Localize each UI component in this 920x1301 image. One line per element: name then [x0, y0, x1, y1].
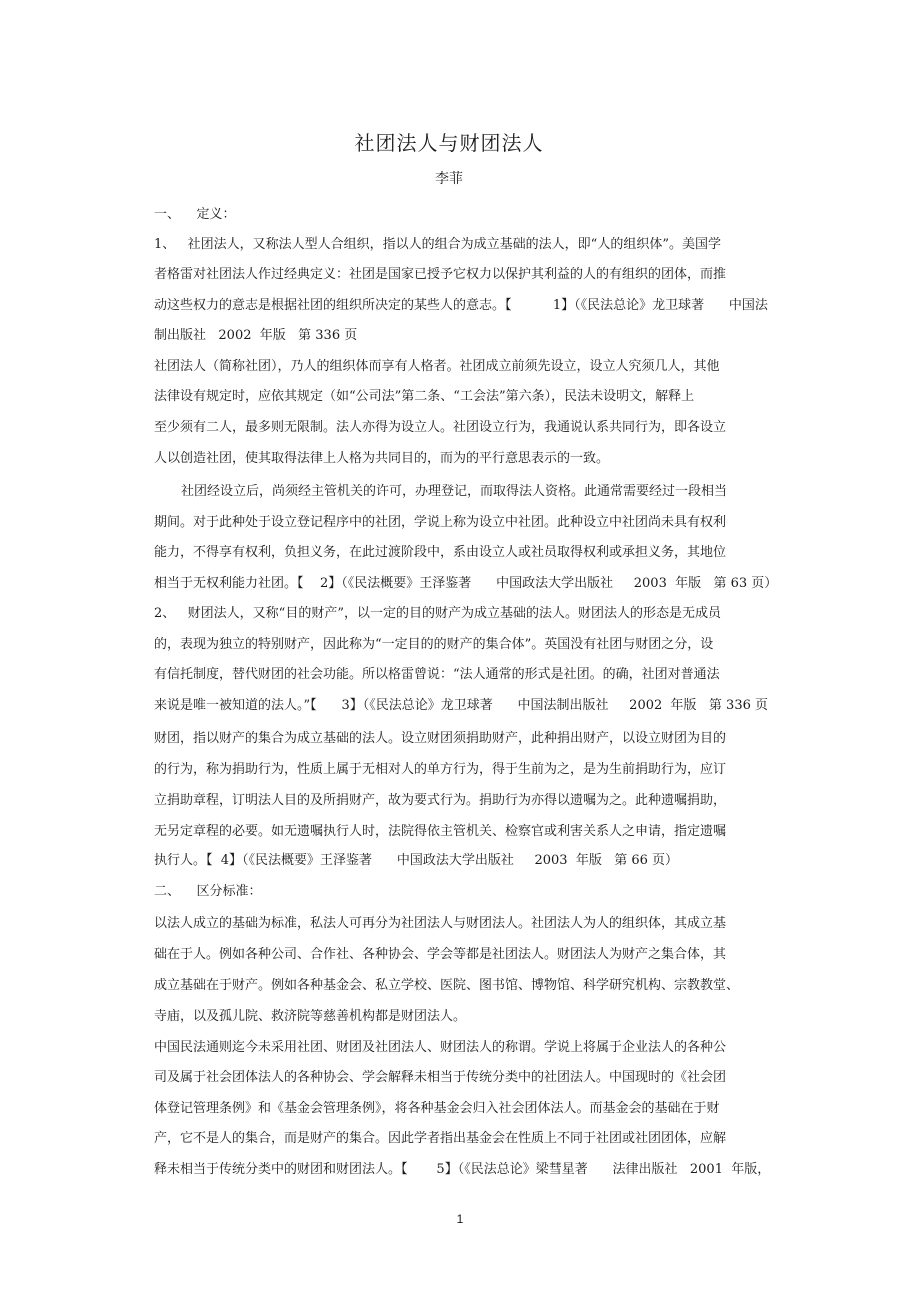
document-author: 李菲 — [435, 171, 463, 187]
text-line: 社团法人（简称社团），乃人的组织体而享有人格者。社团成立前须先设立，设立人究须几人，其他 — [154, 359, 720, 374]
text-line: 立捐助章程，订明法人目的及所捐财产，故为要式行为。捐助行为亦得以遗嘱为之。此种遗嘱捐助， — [154, 793, 727, 808]
text-line: 有信托制度，替代财团的社会功能。所以格雷曾说：“法人通常的形式是社团。的确，社团对普通法 — [154, 667, 720, 682]
text-line: 础在于人。例如各种公司、合作社、各种协会、学会等都是社团法人。财团法人为财产之集合体，其 — [154, 947, 727, 962]
section-heading: 二、 区分标准： — [154, 884, 262, 899]
text-line: 动这些权力的意志是根据社团的组织所决定的某些人的意志。【 1】（《民法总论》龙卫球著 中国法 — [154, 298, 768, 313]
text-line: 法律设有规定时，应依其规定（如“公司法”第二条、“工会法”第六条），民法未设明文，解释上 — [154, 389, 695, 404]
page-number: 1 — [456, 1212, 464, 1226]
text-line: 期间。对于此种处于设立登记程序中的社团，学说上称为设立中社团。此种设立中社团尚未具有权利 — [154, 515, 727, 530]
text-line: 的行为，称为捐助行为，性质上属于无相对人的单方行为，得于生前为之，是为生前捐助行为，应订 — [154, 762, 727, 777]
text-line: 能力，不得享有权利，负担义务，在此过渡阶段中，系由设立人或社员取得权利或承担义务，其地位 — [154, 545, 727, 560]
document-title: 社团法人与财团法人 — [354, 131, 544, 155]
text-line: 的，表现为独立的特别财产，因此称为“一定目的的财产的集合体”。英国没有社团与财团之分，设 — [154, 637, 714, 652]
text-line: 无另定章程的必要。如无遗嘱执行人时，法院得依主管机关、检察官或利害关系人之申请，指定遗嘱 — [154, 824, 727, 839]
text-line: 来说是唯一被知道的法人。”【 3】（《民法总论》龙卫球著 中国法制出版社 2002 年版 第 336 页 — [154, 698, 768, 713]
text-line: 体登记管理条例》和《基金会管理条例》，将各种基金会归入社会团体法人。而基金会的基础在于财 — [154, 1101, 720, 1116]
text-line: 2、 财团法人，又称“目的财产”，以一定的目的财产为成立基础的法人。财团法人的形态是无成员 — [154, 606, 721, 621]
text-line: 成立基础在于财产。例如各种基金会、私立学校、医院、图书馆、博物馆、科学研究机构、宗教教堂、 — [154, 978, 740, 993]
text-line: 寺庙，以及孤儿院、救济院等慈善机构都是财团法人。 — [154, 1009, 467, 1024]
text-line: 人以创造社团，使其取得法律上人格为共同目的，而为的平行意思表示的一致。 — [154, 451, 610, 466]
text-line: 制出版社 2002 年版 第 336 页 — [154, 328, 358, 343]
text-line: 以法人成立的基础为标准，私法人可再分为社团法人与财团法人。社团法人为人的组织体，其成立基 — [154, 916, 727, 931]
text-line: 执行人。【 4】（《民法概要》王泽鉴著 中国政法大学出版社 2003 年版 第 66 页） — [154, 853, 679, 868]
text-line: 社团经设立后，尚须经主管机关的许可，办理登记，而取得法人资格。此通常需要经过一段相当 — [181, 484, 728, 499]
text-line: 产，它不是人的集合，而是财产的集合。因此学者指出基金会在性质上不同于社团或社团团体，应解 — [154, 1131, 727, 1146]
text-line: 司及属于社会团体法人的各种协会、学会解释未相当于传统分类中的社团法人。中国现时的《社会团 — [154, 1070, 727, 1085]
text-line: 者格雷对社团法人作过经典定义：社团是国家已授予它权力以保护其利益的人的有组织的团体，而推 — [154, 267, 727, 282]
text-line: 1、 社团法人，又称法人型人合组织，指以人的组合为成立基础的法人，即“人的组织体”。美国学 — [154, 237, 721, 252]
text-line: 相当于无权利能力社团。【 2】（《民法概要》王泽鉴著 中国政法大学出版社 2003 年版 第 63 页） — [154, 576, 778, 591]
text-line: 财团，指以财产的集合为成立基础的法人。设立财团须捐助财产，此种捐出财产，以设立财团为目的 — [154, 731, 727, 746]
text-line: 释未相当于传统分类中的财团和财团法人。【 5】（《民法总论》梁彗星著 法律出版社 2001 年版， — [154, 1162, 771, 1177]
text-line: 至少须有二人，最多则无限制。法人亦得为设立人。社团设立行为，我通说认系共同行为，即各设立 — [154, 420, 727, 435]
section-heading: 一、 定义： — [154, 207, 236, 222]
text-line: 中国民法通则迄今未采用社团、财团及社团法人、财团法人的称谓。学说上将属于企业法人的各种公 — [154, 1040, 727, 1055]
